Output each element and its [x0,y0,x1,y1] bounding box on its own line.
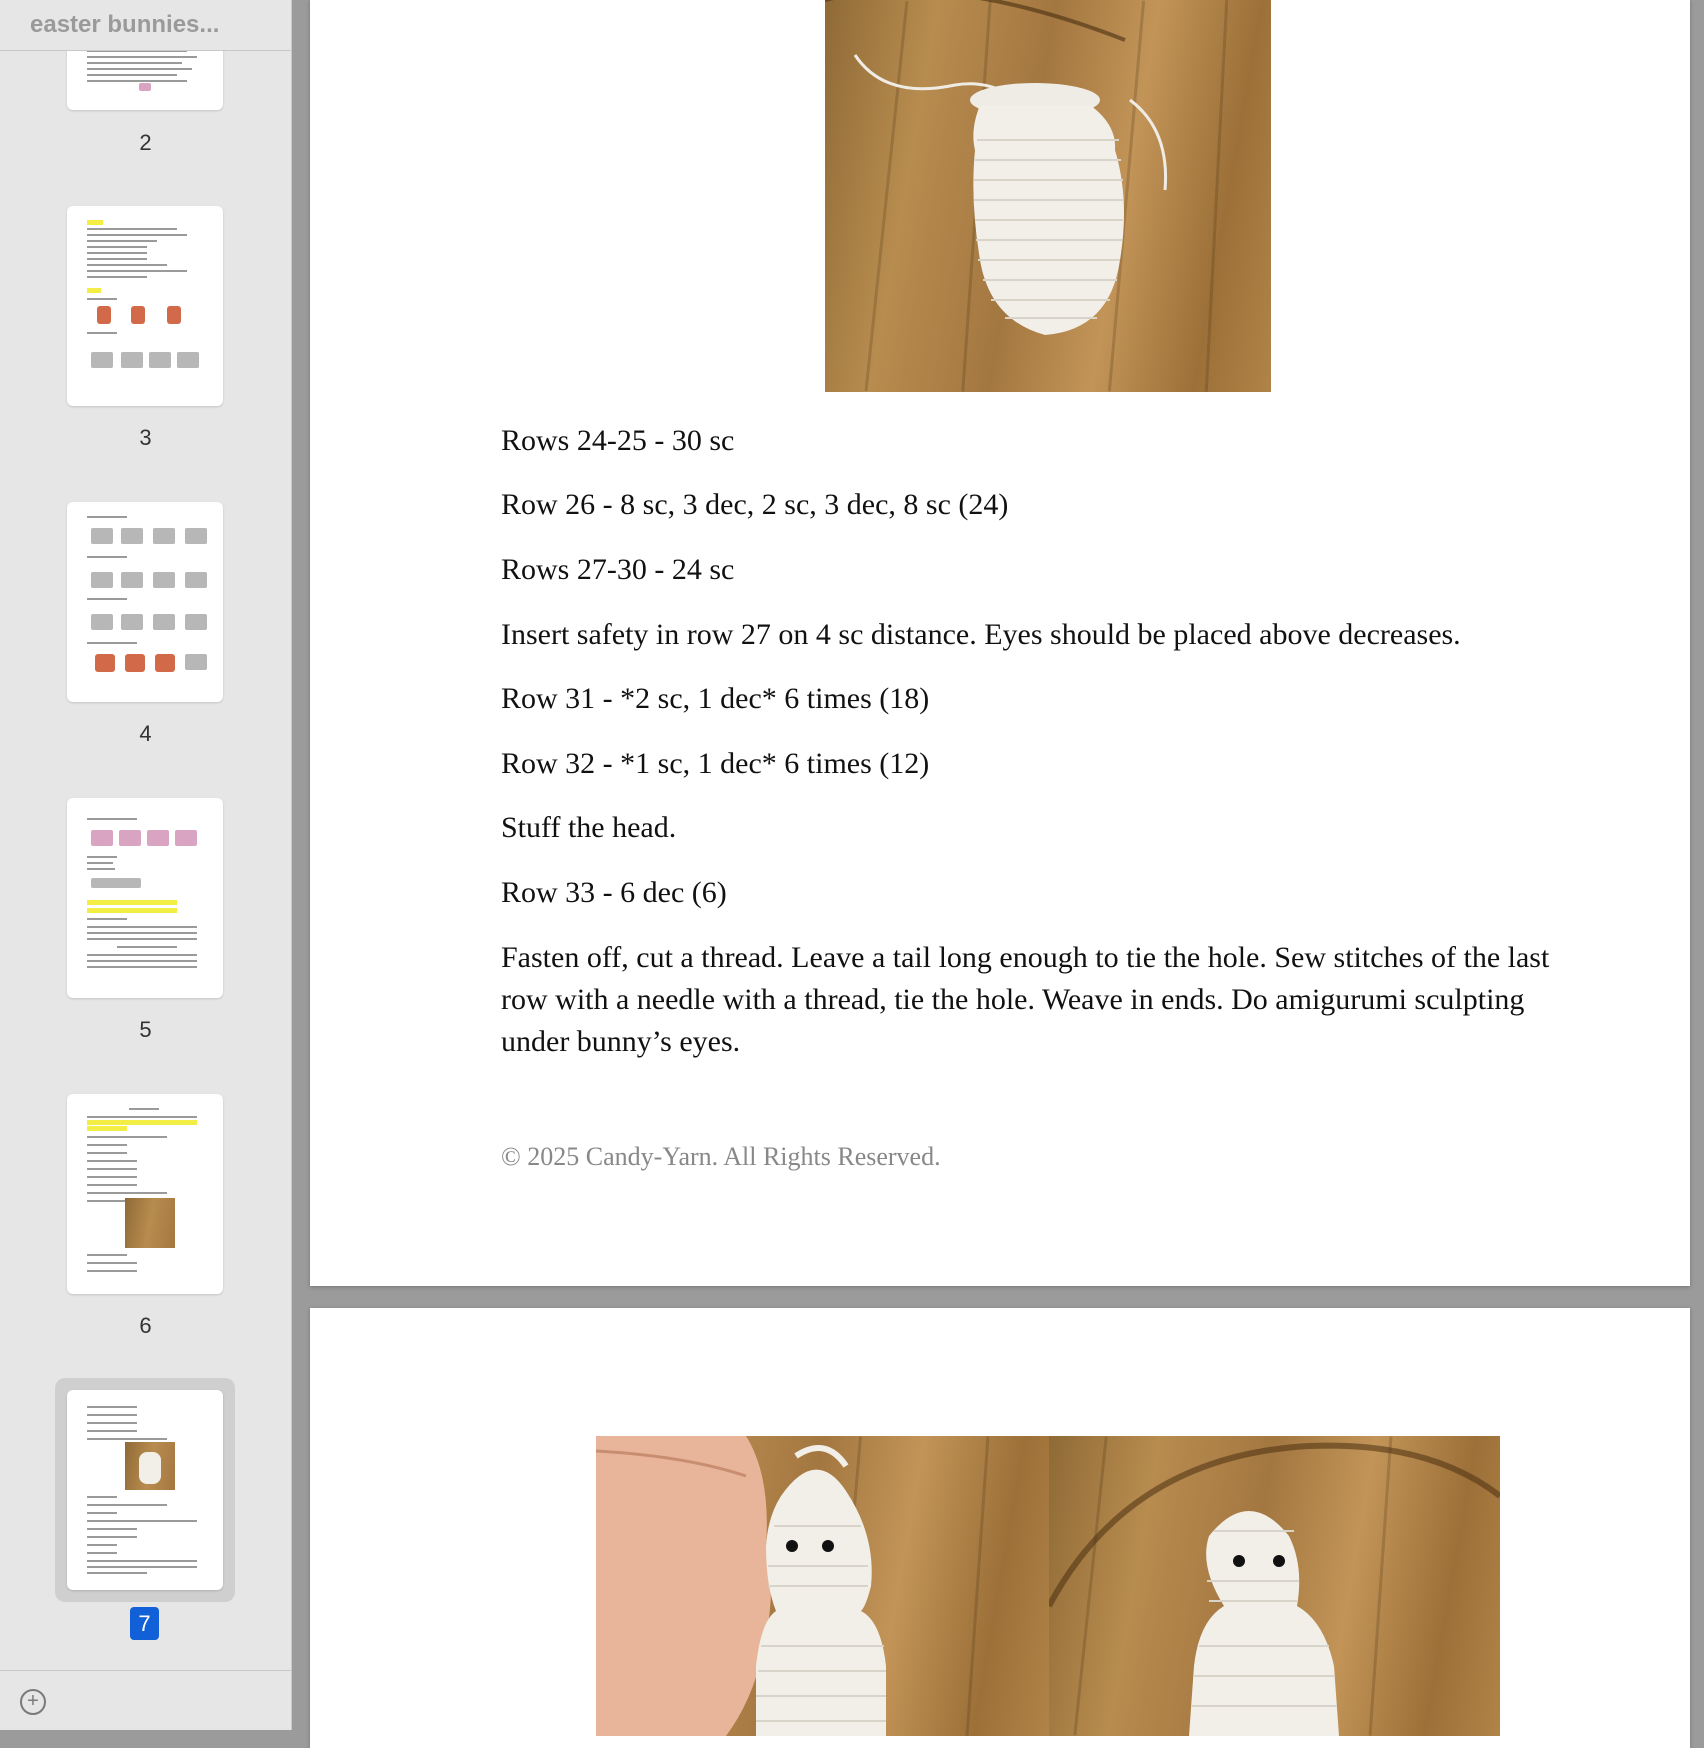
instruction-line: Row 31 - *2 sc, 1 dec* 6 times (18) [501,682,930,715]
document-page-next [310,1308,1690,1748]
sidebar-footer [0,1670,291,1730]
bunny-photo-table [1049,1436,1500,1736]
document-title: easter bunnies... [30,11,220,38]
instruction-line: Row 33 - 6 dec (6) [501,876,727,909]
page-number-3[interactable]: 3 [139,425,152,450]
instruction-line: Rows 27-30 - 24 sc [501,553,735,586]
instruction-line: Stuff the head. [501,811,677,844]
instruction-line: Rows 24-25 - 30 sc [501,424,735,457]
page-number-4[interactable]: 4 [139,721,152,746]
page-thumbnail-5[interactable] [67,798,223,998]
page-thumbnail-6[interactable] [67,1094,223,1294]
sidebar-header [0,0,291,51]
instruction-line: Row 32 - *1 sc, 1 dec* 6 times (12) [501,747,930,780]
page-thumbnail-4[interactable] [67,502,223,702]
page-number-7[interactable]: 7 [130,1607,159,1640]
plus-circle-icon[interactable]: + [20,1689,46,1715]
page-thumbnail-3[interactable] [67,206,223,406]
page-number-2[interactable]: 2 [139,130,152,155]
instruction-line: Row 26 - 8 sc, 3 dec, 2 sc, 3 dec, 8 sc (24) [501,488,1009,521]
crochet-head-photo [825,0,1271,392]
page-number-6[interactable]: 6 [139,1313,152,1338]
page-thumbnail-7[interactable] [67,1390,223,1590]
bunny-photo-hand [596,1436,1049,1736]
thumbnail-sidebar [0,0,292,1730]
instruction-paragraph: Fasten off, cut a thread. Leave a tail long enough to tie the hole. Sew stitches of the last row with a needle with a thread, tie the hole. Weave in ends. Do amigurumi sculpting under bunny’s eyes. [501,941,1550,1058]
copyright-footer: © 2025 Candy-Yarn. All Rights Reserved. [501,1142,941,1171]
page-number-5[interactable]: 5 [139,1017,152,1042]
document-page [310,0,1690,1286]
instruction-line: Insert safety in row 27 on 4 sc distance. Eyes should be placed above decreases. [501,618,1461,651]
